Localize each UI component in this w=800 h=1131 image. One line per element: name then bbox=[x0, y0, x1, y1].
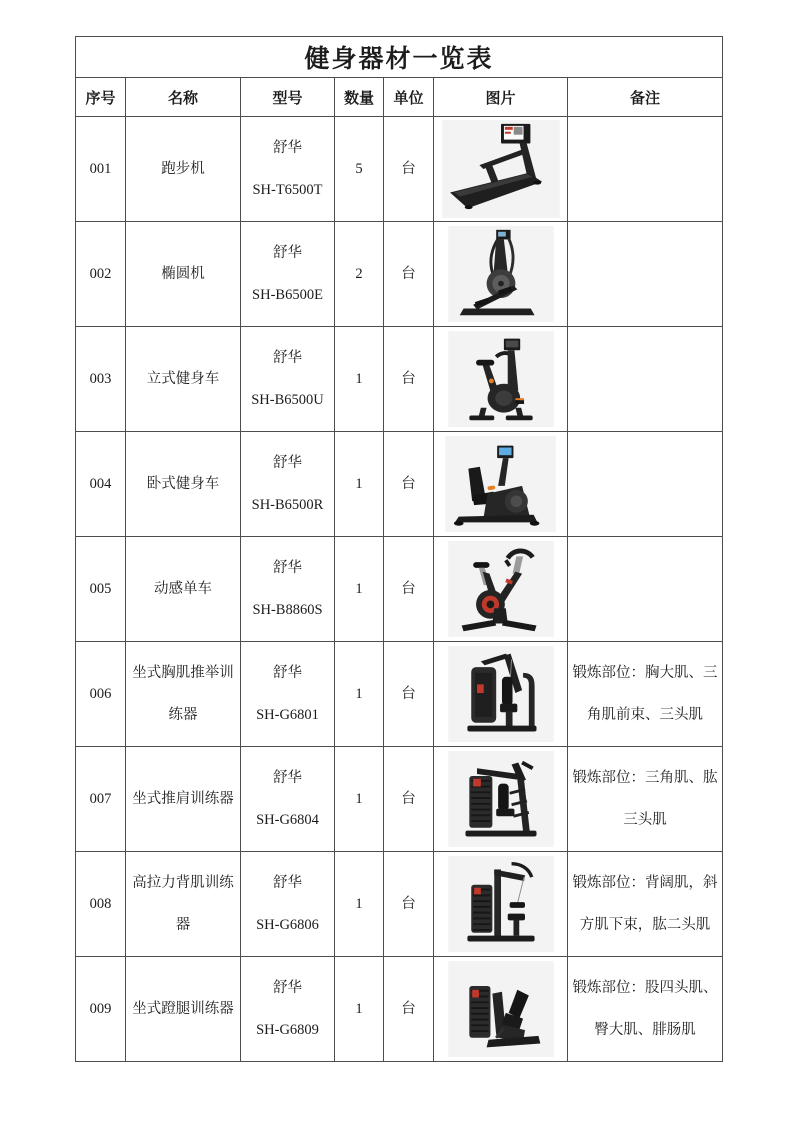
table-row bbox=[76, 957, 723, 1062]
model-code-text: SH-G6809 bbox=[256, 1022, 319, 1038]
cell-image bbox=[434, 537, 568, 642]
model-code-text: SH-B8860S bbox=[252, 602, 323, 618]
cell-unit: 台 bbox=[384, 957, 434, 1062]
table-row bbox=[76, 852, 723, 957]
chest-press-machine-image bbox=[445, 646, 557, 742]
brand-text: 舒华 bbox=[273, 350, 302, 366]
title-row bbox=[76, 37, 723, 78]
cell-qty: 1 bbox=[335, 747, 384, 852]
cell-image bbox=[434, 432, 568, 537]
model-code-text: SH-B6500R bbox=[251, 497, 324, 513]
cell-name: 立式健身车 bbox=[126, 327, 241, 432]
cell-image bbox=[434, 642, 568, 747]
cell-no: 004 bbox=[76, 432, 126, 537]
cell-name: 跑步机 bbox=[126, 117, 241, 222]
treadmill-image bbox=[442, 120, 560, 218]
cell-name: 高拉力背肌训练器 bbox=[126, 852, 241, 957]
model-code-text: SH-G6801 bbox=[256, 707, 319, 723]
cell-qty: 1 bbox=[335, 537, 384, 642]
cell-image bbox=[434, 747, 568, 852]
cell-unit: 台 bbox=[384, 222, 434, 327]
cell-name: 动感单车 bbox=[126, 537, 241, 642]
col-header-unit: 单位 bbox=[384, 78, 434, 117]
page-title: 健身器材一览表 bbox=[76, 37, 723, 78]
cell-image bbox=[434, 957, 568, 1062]
brand-text: 舒华 bbox=[273, 875, 302, 891]
cell-model bbox=[241, 222, 335, 327]
cell-no: 003 bbox=[76, 327, 126, 432]
model-code-text: SH-T6500T bbox=[252, 182, 323, 198]
cell-model bbox=[241, 117, 335, 222]
col-header-name: 名称 bbox=[126, 78, 241, 117]
col-header-model: 型号 bbox=[241, 78, 335, 117]
cell-image bbox=[434, 852, 568, 957]
model-code-text: SH-G6804 bbox=[256, 812, 319, 828]
cell-unit: 台 bbox=[384, 117, 434, 222]
cell-model bbox=[241, 537, 335, 642]
brand-text: 舒华 bbox=[273, 455, 302, 471]
cell-unit: 台 bbox=[384, 642, 434, 747]
table-row bbox=[76, 117, 723, 222]
cell-qty: 1 bbox=[335, 327, 384, 432]
cell-unit: 台 bbox=[384, 432, 434, 537]
table-row bbox=[76, 327, 723, 432]
upright-bike-image bbox=[445, 331, 557, 427]
cell-note: 锻炼部位：三角肌、肱三头肌 bbox=[568, 747, 723, 852]
spin-bike-image bbox=[445, 541, 557, 637]
cell-name: 椭圆机 bbox=[126, 222, 241, 327]
cell-model bbox=[241, 642, 335, 747]
col-header-no: 序号 bbox=[76, 78, 126, 117]
table-row bbox=[76, 747, 723, 852]
table-row bbox=[76, 642, 723, 747]
brand-text: 舒华 bbox=[273, 665, 302, 681]
cell-name: 坐式胸肌推举训练器 bbox=[126, 642, 241, 747]
col-header-qty: 数量 bbox=[335, 78, 384, 117]
col-header-note: 备注 bbox=[568, 78, 723, 117]
cell-no: 006 bbox=[76, 642, 126, 747]
cell-no: 005 bbox=[76, 537, 126, 642]
cell-name: 卧式健身车 bbox=[126, 432, 241, 537]
cell-no: 001 bbox=[76, 117, 126, 222]
cell-qty: 1 bbox=[335, 432, 384, 537]
cell-model bbox=[241, 747, 335, 852]
cell-qty: 1 bbox=[335, 642, 384, 747]
cell-model bbox=[241, 957, 335, 1062]
cell-note: 锻炼部位：胸大肌、三角肌前束、三头肌 bbox=[568, 642, 723, 747]
brand-text: 舒华 bbox=[273, 980, 302, 996]
brand-text: 舒华 bbox=[273, 770, 302, 786]
cell-note bbox=[568, 432, 723, 537]
model-code-text: SH-B6500E bbox=[252, 287, 323, 303]
cell-note bbox=[568, 117, 723, 222]
brand-text: 舒华 bbox=[273, 140, 302, 156]
model-code-text: SH-G6806 bbox=[256, 917, 319, 933]
cell-note bbox=[568, 327, 723, 432]
cell-no: 002 bbox=[76, 222, 126, 327]
cell-unit: 台 bbox=[384, 747, 434, 852]
cell-unit: 台 bbox=[384, 852, 434, 957]
elliptical-image bbox=[445, 226, 557, 322]
brand-text: 舒华 bbox=[273, 560, 302, 576]
leg-press-machine-image bbox=[445, 961, 557, 1057]
table-row bbox=[76, 432, 723, 537]
cell-model bbox=[241, 432, 335, 537]
table-row bbox=[76, 537, 723, 642]
cell-unit: 台 bbox=[384, 537, 434, 642]
cell-unit: 台 bbox=[384, 327, 434, 432]
col-header-image: 图片 bbox=[434, 78, 568, 117]
table-row bbox=[76, 222, 723, 327]
cell-model bbox=[241, 852, 335, 957]
lat-pulldown-machine-image bbox=[445, 856, 557, 952]
cell-name: 坐式推肩训练器 bbox=[126, 747, 241, 852]
cell-qty: 1 bbox=[335, 957, 384, 1062]
cell-note bbox=[568, 537, 723, 642]
cell-note: 锻炼部位：股四头肌、臀大肌、腓肠肌 bbox=[568, 957, 723, 1062]
model-code-text: SH-B6500U bbox=[251, 392, 324, 408]
cell-image bbox=[434, 222, 568, 327]
cell-model bbox=[241, 327, 335, 432]
cell-note bbox=[568, 222, 723, 327]
cell-image bbox=[434, 327, 568, 432]
cell-name: 坐式蹬腿训练器 bbox=[126, 957, 241, 1062]
column-header-row bbox=[76, 78, 723, 117]
cell-note: 锻炼部位：背阔肌，斜方肌下束，肱二头肌 bbox=[568, 852, 723, 957]
cell-qty: 5 bbox=[335, 117, 384, 222]
shoulder-press-machine-image bbox=[445, 751, 557, 847]
cell-no: 007 bbox=[76, 747, 126, 852]
cell-no: 009 bbox=[76, 957, 126, 1062]
cell-qty: 1 bbox=[335, 852, 384, 957]
recumbent-bike-image bbox=[443, 436, 558, 532]
cell-image bbox=[434, 117, 568, 222]
cell-no: 008 bbox=[76, 852, 126, 957]
brand-text: 舒华 bbox=[273, 245, 302, 261]
equipment-table bbox=[75, 36, 723, 1062]
cell-qty: 2 bbox=[335, 222, 384, 327]
